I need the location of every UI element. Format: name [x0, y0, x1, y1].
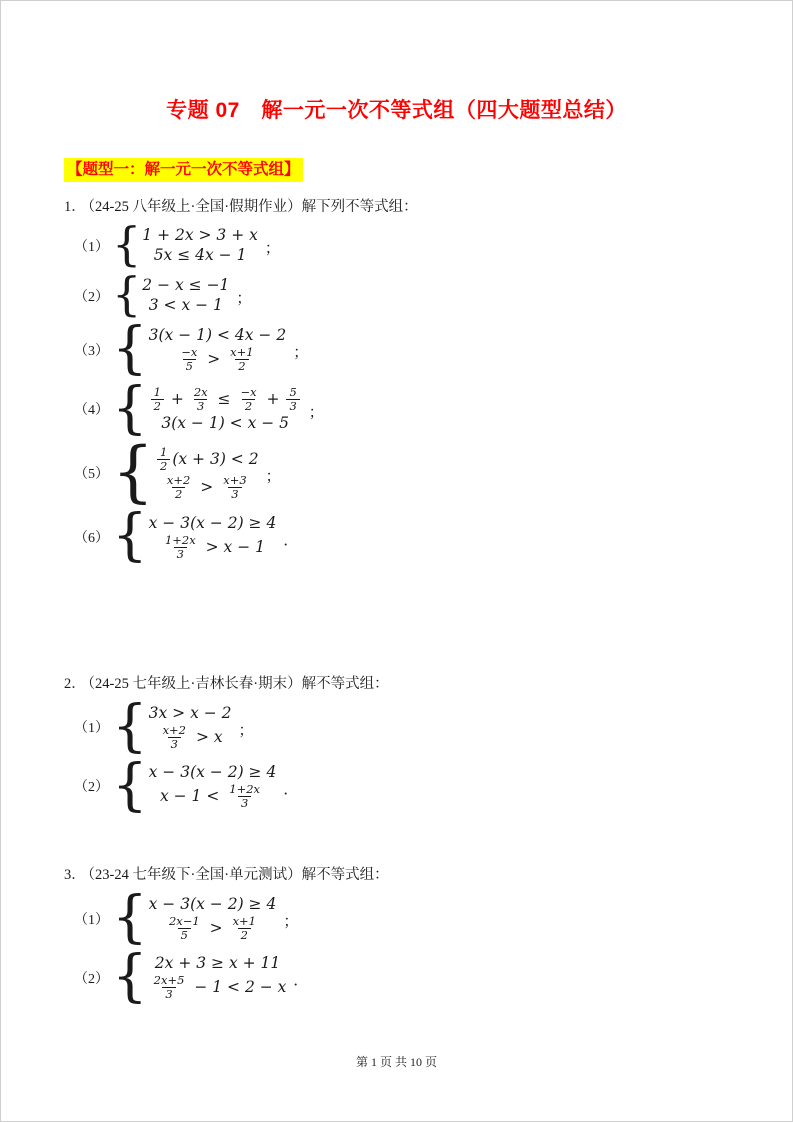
fraction-numerator: 5	[289, 384, 297, 399]
fraction-denominator: 3	[168, 737, 181, 751]
fraction-denominator: 3	[238, 796, 251, 810]
item-label: （3）	[74, 343, 109, 359]
fraction-denominator: 2	[238, 928, 251, 942]
system-rows	[142, 226, 258, 265]
math-text: x − 3(x − 2) ≥ 4	[148, 762, 277, 781]
math-fraction	[286, 386, 299, 413]
problem-items	[74, 885, 793, 1010]
problem-items	[74, 693, 793, 818]
math-line	[149, 514, 277, 533]
fraction-denominator: 2	[235, 359, 248, 373]
system-rows	[149, 704, 232, 751]
inequality-system	[112, 503, 277, 569]
math-fraction	[164, 474, 193, 501]
math-fraction	[230, 915, 259, 942]
math-text: 2x + 3 ≥ x + 11	[154, 954, 281, 973]
item-label: （4）	[74, 403, 109, 419]
fraction-denominator: 3	[174, 547, 187, 561]
brace-glyph: {	[112, 503, 148, 569]
brace-glyph: {	[112, 266, 142, 321]
math-text: x − 1 <	[159, 786, 225, 805]
fraction-denominator: 3	[228, 487, 241, 501]
inequality-item-3-2	[74, 944, 793, 1010]
math-text: − 1 < 2 − x	[189, 978, 287, 997]
problem-number: 2．	[64, 675, 86, 692]
math-text: ≤	[212, 389, 236, 408]
problem-header	[64, 197, 793, 217]
fraction-denominator: 3	[194, 399, 207, 413]
math-line	[149, 895, 277, 914]
math-text: 3(x − 1) < x − 5	[161, 413, 290, 432]
math-line	[142, 226, 258, 245]
fraction-numerator: x+1	[230, 345, 254, 360]
math-text: 2 − x ≤ −1	[142, 276, 230, 295]
math-text: +	[165, 389, 189, 408]
fraction-numerator: 1	[160, 444, 168, 459]
math-line	[161, 414, 289, 433]
item-punctuation: ；	[236, 291, 252, 308]
system-rows	[155, 446, 259, 501]
inequality-system	[112, 752, 277, 818]
brace-glyph: {	[112, 217, 142, 271]
problem-items	[74, 217, 793, 569]
fraction-denominator: 2	[151, 399, 164, 413]
math-fraction	[226, 783, 263, 810]
fraction-denominator: 5	[178, 928, 191, 942]
math-line	[149, 763, 277, 782]
fraction-numerator: −x	[240, 384, 257, 399]
fraction-numerator: x+2	[166, 472, 191, 487]
section-heading-badge: 【题型一：解一元一次不等式组】	[64, 158, 303, 182]
problem-header	[64, 674, 793, 694]
math-line	[160, 783, 265, 810]
problem-number: 3．	[64, 867, 86, 883]
math-fraction	[151, 386, 164, 413]
inequality-item-3-1	[74, 885, 793, 950]
inequality-system	[112, 375, 302, 441]
system-rows	[149, 326, 287, 373]
math-line	[155, 446, 259, 473]
math-line	[149, 386, 302, 413]
fraction-denominator: 3	[286, 399, 299, 413]
math-fraction	[227, 346, 256, 373]
item-punctuation: ；	[238, 722, 254, 739]
problem-1	[64, 197, 793, 569]
math-line	[164, 915, 261, 942]
fraction-denominator: 3	[162, 987, 175, 1001]
math-fraction	[162, 534, 199, 561]
math-line	[149, 296, 223, 315]
inequality-system	[112, 217, 258, 271]
math-line	[149, 974, 287, 1001]
math-text: 3(x − 1) < 4x − 2	[148, 326, 287, 345]
math-text: 3 < x − 1	[148, 296, 223, 315]
item-label: （5）	[74, 467, 109, 483]
item-punctuation: ；	[264, 241, 280, 258]
inequality-item-1-6	[74, 503, 793, 569]
inequality-item-1-4	[74, 375, 793, 441]
inequality-item-2-1	[74, 693, 793, 759]
item-label: （1）	[74, 912, 109, 928]
math-line	[142, 276, 229, 295]
inequality-system	[112, 944, 287, 1010]
problem-source-prompt: （24-25 八年级上·全国·假期作业）解下列不等式组：	[87, 199, 418, 215]
fraction-denominator: 2	[172, 487, 185, 501]
fraction-numerator: 2x−1	[168, 914, 200, 929]
fraction-numerator: 1+2x	[229, 781, 261, 796]
item-label: （2）	[74, 780, 109, 796]
math-text: >	[202, 350, 226, 369]
inequality-system	[112, 432, 259, 510]
fraction-denominator: 2	[242, 399, 255, 413]
math-text: >	[204, 919, 228, 938]
inequality-system	[112, 885, 277, 950]
math-text: >	[195, 477, 219, 496]
item-label: （1）	[74, 721, 109, 737]
inequality-item-1-5	[74, 432, 793, 510]
problem-2	[64, 674, 793, 818]
math-fraction	[151, 974, 188, 1001]
brace-glyph: {	[112, 432, 154, 510]
item-punctuation: ．	[293, 973, 309, 990]
inequality-item-1-2	[74, 266, 793, 321]
math-fraction	[157, 446, 170, 473]
math-fraction	[178, 346, 200, 373]
system-rows	[149, 514, 277, 561]
math-line	[162, 474, 252, 501]
inequality-item-1-3	[74, 316, 793, 382]
math-fraction	[220, 474, 249, 501]
fraction-numerator: 1	[153, 384, 161, 399]
problem-header	[64, 865, 793, 885]
inequality-system	[112, 316, 287, 382]
item-label: （2）	[74, 289, 109, 305]
math-text: > x − 1	[200, 537, 266, 556]
math-text: > x	[191, 727, 223, 746]
math-fraction	[191, 386, 211, 413]
problem-source-prompt: （24-25 七年级上·吉林长春·期末）解不等式组：	[87, 675, 389, 692]
math-text: x − 3(x − 2) ≥ 4	[148, 513, 277, 532]
system-rows	[149, 954, 287, 1001]
inequality-item-1-1	[74, 217, 793, 271]
item-punctuation: ；	[308, 404, 324, 421]
item-label: （1）	[74, 239, 109, 255]
problem-number: 1．	[64, 199, 86, 215]
problem-source-prompt: （23-24 七年级下·全国·单元测试）解不等式组：	[87, 867, 389, 883]
item-punctuation: ；	[265, 468, 281, 485]
brace-glyph: {	[112, 316, 148, 382]
item-punctuation: ．	[283, 532, 299, 549]
math-fraction	[160, 724, 189, 751]
brace-glyph: {	[112, 885, 148, 950]
math-line	[158, 724, 223, 751]
fraction-numerator: x+1	[232, 914, 257, 929]
brace-glyph: {	[112, 693, 148, 759]
section-heading-row	[64, 158, 793, 182]
fraction-numerator: x+3	[223, 472, 247, 487]
math-text: x − 3(x − 2) ≥ 4	[148, 895, 277, 914]
inequality-system	[112, 693, 232, 759]
brace-glyph: {	[112, 752, 148, 818]
fraction-numerator: 2x+5	[153, 973, 185, 988]
item-label: （2）	[74, 971, 109, 987]
system-rows	[149, 386, 302, 433]
brace-glyph: {	[112, 944, 148, 1010]
fraction-numerator: 2x	[193, 384, 208, 399]
item-punctuation: ；	[293, 345, 309, 362]
item-punctuation: ；	[283, 914, 299, 931]
inequality-system	[112, 266, 230, 321]
brace-glyph: {	[112, 375, 148, 441]
fraction-numerator: −x	[181, 345, 198, 360]
fraction-numerator: 1+2x	[164, 532, 196, 547]
math-text: 1 + 2x > 3 + x	[142, 226, 258, 245]
fraction-denominator: 2	[157, 459, 170, 473]
math-fraction	[237, 386, 259, 413]
problem-3	[64, 865, 793, 1010]
math-fraction	[166, 915, 203, 942]
item-punctuation: ．	[283, 781, 299, 798]
math-text: 3x > x − 2	[148, 703, 232, 722]
system-rows	[149, 763, 277, 810]
math-text: +	[261, 389, 285, 408]
system-rows	[149, 895, 277, 942]
math-line	[154, 246, 247, 265]
math-line	[155, 954, 280, 973]
page-footer: 第 1 页 共 10 页	[355, 1055, 437, 1069]
inequality-item-2-2	[74, 752, 793, 818]
fraction-numerator: x+2	[162, 722, 187, 737]
math-text: 5x ≤ 4x − 1	[153, 246, 247, 265]
page-title: 专题 07 解一元一次不等式组（四大题型总结）	[166, 99, 627, 122]
math-line	[160, 534, 265, 561]
item-label: （6）	[74, 531, 109, 547]
math-line	[149, 326, 287, 345]
fraction-denominator: 5	[183, 359, 196, 373]
math-text: (x + 3) < 2	[172, 449, 259, 468]
math-line	[149, 704, 232, 723]
system-rows	[142, 276, 229, 315]
math-line	[176, 346, 258, 373]
